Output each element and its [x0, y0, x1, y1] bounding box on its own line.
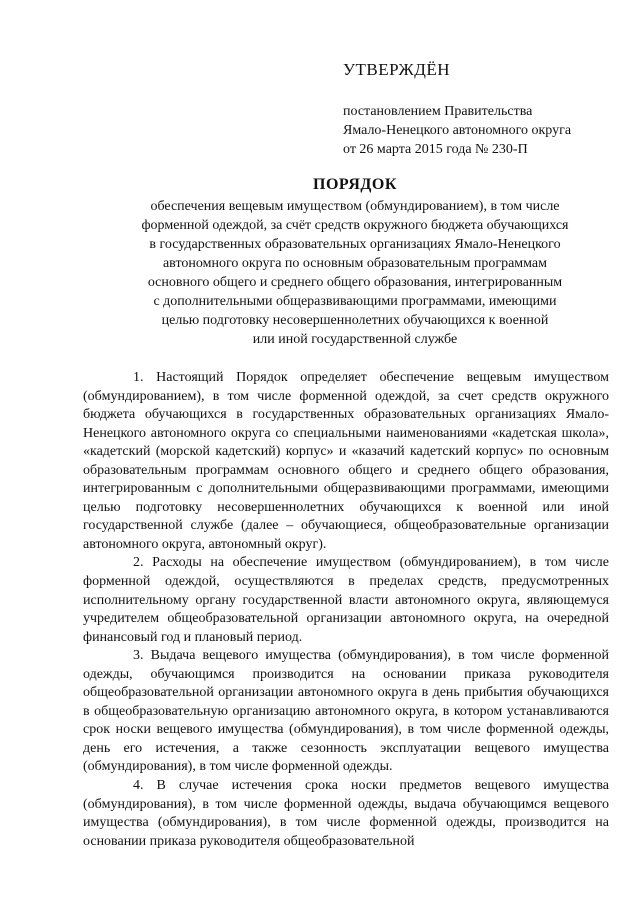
paragraph-4: 4. В случае истечения срока носки предметов вещевого имущества (обмундирования), в том числе форменной одежды, выдача обучающимся вещевого имущества (обмундирования), в том числе форменной одежды, производится на основании приказа руководителя общеобразовательной — [83, 778, 609, 849]
subtitle-line: обеспечения вещевым имуществом (обмундированием), в том числе — [150, 199, 560, 214]
subtitle-line: или иной государственной службе — [252, 332, 458, 347]
subtitle-line: целью подготовку несовершеннолетних обучающихся к военной — [161, 313, 549, 328]
approval-line-3: от 26 марта 2015 года № 230-П — [343, 142, 528, 157]
approval-block — [343, 60, 623, 159]
subtitle-line: в государственных образовательных организациях Ямало-Ненецкого — [149, 237, 561, 252]
approval-line-1: постановлением Правительства — [343, 104, 533, 119]
approval-title: УТВЕРЖДЁН — [343, 60, 450, 79]
paragraph-1: 1. Настоящий Порядок определяет обеспечение вещевым имуществом (обмундированием), в том числе форменной одеждой, за счет средств окружного бюджета обучающихся в государственных образовательных организациях Ямало-Ненецкого автономного округа со специальными наименованиями «кадетская школа», «кадетский (морской кадетский) корпус» и «казачий кадетский корпус» по основным образовательным программам основного общего и среднего общего образования, интегрированным с дополнительными общеразвивающими программами, имеющими целью подготовку несовершеннолетних обучающихся к военной или иной государственной службе (далее – обучающиеся, общеобразовательные организации автономного округа, автономный округ). — [83, 370, 609, 552]
paragraph-2: 2. Расходы на обеспечение имуществом (обмундированием), в том числе форменной одеждой, осуществляются в пределах средств, предусмотренных исполнительному органу государственной власти автономного округа, являющемуся учредителем общеобразовательной организации автономного округа, на очередной финансовый год и плановый период. — [83, 555, 609, 645]
subtitle-line: с дополнительными общеразвивающими программами, имеющими — [153, 294, 557, 309]
approval-line-2: Ямало-Ненецкого автономного округа — [343, 123, 572, 138]
document-subtitle — [70, 197, 640, 349]
document-body — [83, 369, 609, 851]
subtitle-line: автономного округа по основным образовательным программам — [162, 256, 548, 271]
subtitle-line: основного общего и среднего общего образования, интегрированным — [147, 275, 563, 290]
document-title: ПОРЯДОК — [313, 176, 397, 193]
paragraph-3: 3. Выдача вещевого имущества (обмундирования), в том числе форменной одежды, обучающимся производится на основании приказа руководителя общеобразовательной организации автономного округа в день прибытия обучающихся в общеобразовательную организацию автономного округа, в котором устанавливаются срок носки вещевого имущества (обмундирования), в том числе форменной одежды, день его истечения, а также сезонность эксплуатации вещевого имущества (обмундирования), в том числе форменной одежды. — [83, 648, 609, 775]
subtitle-line: форменной одеждой, за счёт средств окружного бюджета обучающихся — [141, 218, 569, 233]
